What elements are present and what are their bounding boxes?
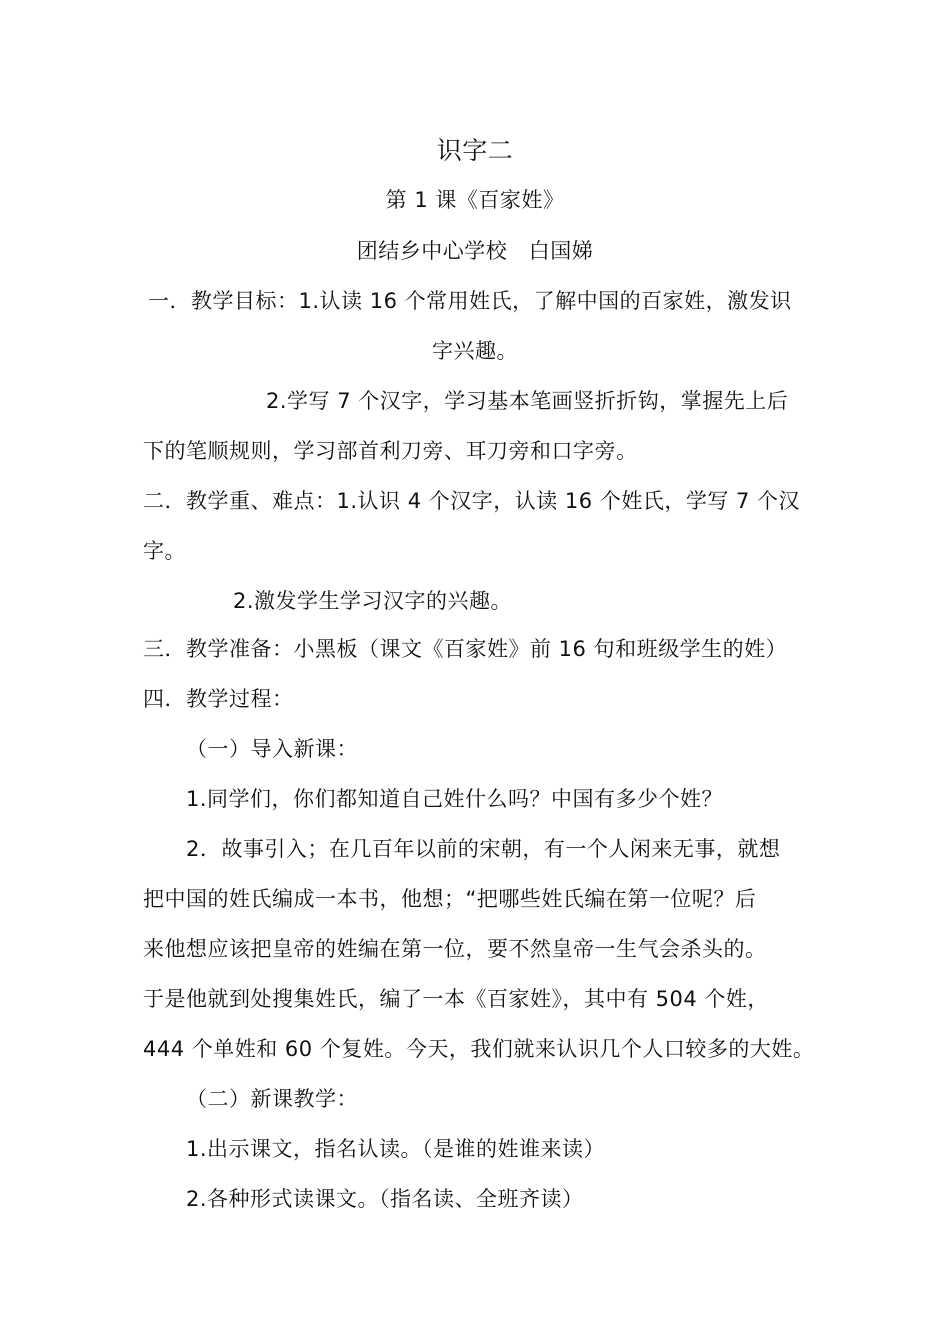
story-line-3: 来他想应该把皇帝的姓编在第一位，要不然皇帝一生气会杀头的。 (143, 937, 767, 961)
story-line-4: 于是他就到处搜集姓氏，编了一本《百家姓》，其中有 504 个姓， (143, 987, 769, 1011)
author-line: 团结乡中心学校 白国娣 (356, 239, 594, 263)
section-new-lesson-heading: （二）新课教学： (186, 1087, 358, 1111)
new-lesson-step-2: 2.各种形式读课文。（指名读、全班齐读） (186, 1187, 584, 1211)
document-title: 识字二 (436, 136, 514, 165)
story-line-1: 2．故事引入；在几百年以前的宋朝，有一个人闲来无事，就想 (186, 837, 781, 861)
section-intro-heading: （一）导入新课： (186, 737, 358, 761)
story-line-2: 把中国的姓氏编成一本书，他想；“把哪些姓氏编在第一位呢？后 (143, 887, 757, 911)
teaching-goal-line-4: 下的笔顺规则，学习部首利刀旁、耳刀旁和口字旁。 (143, 439, 638, 463)
teaching-goal-line-2: 字兴趣。 (432, 339, 518, 363)
key-points-line-2: 字。 (143, 539, 186, 563)
teaching-process-heading: 四．教学过程： (143, 687, 294, 711)
new-lesson-step-1: 1.出示课文，指名认读。（是谁的姓谁来读） (186, 1137, 606, 1161)
key-points-line-1: 二．教学重、难点：1.认识 4 个汉字，认读 16 个姓氏，学写 7 个汉 (143, 489, 801, 513)
teaching-goal-line-3: 2.学写 7 个汉字，学习基本笔画竖折折钩，掌握先上后 (266, 389, 789, 413)
lesson-title: 第 1 课《百家姓》 (385, 188, 565, 212)
story-line-5: 444 个单姓和 60 个复姓。今天，我们就来认识几个人口较多的大姓。 (143, 1037, 815, 1061)
key-points-line-3: 2.激发学生学习汉字的兴趣。 (233, 589, 513, 613)
intro-question: 1.同学们，你们都知道自己姓什么吗？中国有多少个姓？ (186, 787, 724, 811)
teaching-prep: 三．教学准备：小黑板（课文《百家姓》前 16 句和班级学生的姓） (143, 637, 788, 661)
teaching-goal-line-1: 一．教学目标：1.认读 16 个常用姓氏，了解中国的百家姓，激发识 (148, 289, 792, 313)
